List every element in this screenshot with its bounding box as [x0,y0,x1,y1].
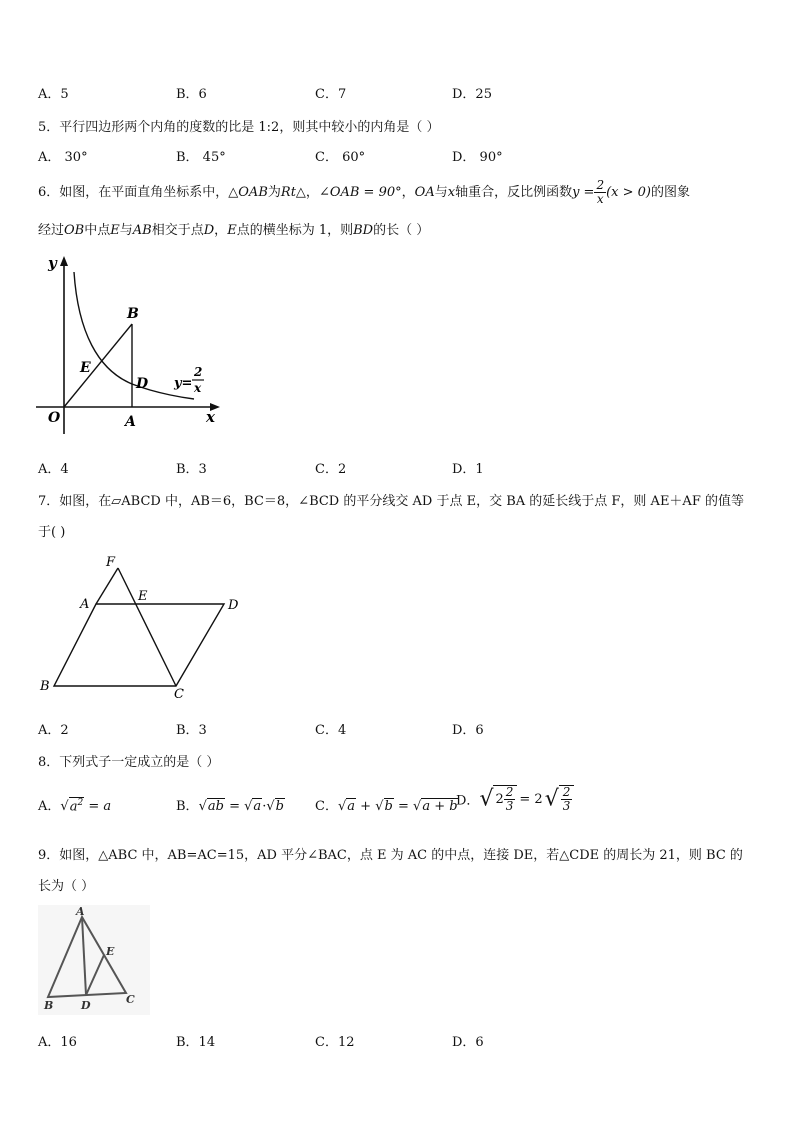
q8-d-num2: 2 [562,785,571,799]
q7-parallelogram [54,604,224,686]
q8-option-b [176,795,285,814]
q6-y-arrow [60,256,68,266]
q6-stem-line1 [38,179,690,206]
q6-ab: AB [132,223,152,238]
q8-c-rad2: b [384,799,393,814]
q8-d-whole: 2 [495,792,504,807]
q6-fig-x-label: x [206,408,215,426]
q7-figure [36,552,246,702]
q8-d-den: 3 [505,799,514,813]
q8-b-rad2: a [253,799,262,814]
q8-a-rhs: = a [88,799,112,814]
q8-c-eq: = [397,799,409,814]
q8-c-rad3: a + b [422,799,458,814]
q8-d-label: D． [456,793,480,809]
q8-b-label: B． [176,799,199,814]
q8-stem: 8．下列式子一定成立的是（ ） [38,755,220,770]
q6-e1: E [110,223,120,238]
q6-stem-line2 [38,219,429,238]
q6-e2: E [227,223,237,238]
q6-option-a: A．4 [38,462,69,477]
q6-l2c: 与 [119,223,133,238]
q8-a-rad: a [69,799,78,814]
q6-fig-curve-den: x [194,381,202,395]
q6-l2e: ， [214,223,228,238]
q6-comma2: ， [401,185,415,200]
q7-option-b: B．3 [176,723,207,738]
q7-option-c: C．4 [315,723,347,738]
q4-option-c: C．7 [315,87,347,102]
q6-frac-num: 2 [596,178,605,192]
q8-d-frac2 [561,786,573,813]
q8-b-eq: = [229,799,240,814]
q6-ob: OB [64,223,85,238]
q8-d-den2: 3 [562,799,571,813]
q8-b-dot: · [262,799,267,814]
q6-oa: OA [414,185,435,200]
q6-option-d: D．1 [452,462,484,477]
q7-fig-e: E [138,589,148,604]
q8-b-sqrt3: √ [266,799,275,814]
q8-b-sqrt2: √ [244,799,253,814]
q6-func-y: y = [572,185,595,200]
q8-b-rad3: b [275,799,284,814]
q6-option-c: C．2 [315,462,347,477]
q7-segment-af [96,568,118,604]
q6-fig-a-label: A [125,414,136,430]
q8-c-label: C． [315,799,338,814]
q4-option-a: A．5 [38,87,69,102]
q6-fig-curve-label: y= [174,376,193,391]
q7-fig-c: C [174,687,184,702]
q5-option-b: B． 45° [176,150,226,165]
q6-angle: ∠OAB = 90° [318,185,402,200]
q9-stem-line1: 9．如图，△ABC 中，AB=AC=15，AD 平分∠BAC，点 E 为 AC 的中点，连接 DE，若△CDE 的周长为 21，则 BC 的 [38,848,743,863]
q9-option-c: C．12 [315,1035,355,1050]
q7-stem-line2: 于( ) [38,525,66,540]
q9-option-b: B．14 [176,1035,216,1050]
q6-l2f: 点的横坐标为 1，则 [236,223,354,238]
q6-option-b: B．3 [176,462,207,477]
q9-option-d: D．6 [452,1035,484,1050]
q6-axis-text: 轴重合，反比例函数 [455,185,573,200]
q8-d-sqrt1: √ [479,786,494,812]
q5-option-a: A． 30° [38,150,88,165]
q6-comma1: ， [305,185,319,200]
q6-wei: 为 [267,185,281,200]
q6-fig-b-label: B [127,306,139,322]
q9-fig-a: A [76,905,85,918]
q7-option-a: A．2 [38,723,69,738]
q8-d-radicand1 [493,785,517,813]
q9-fig-e: E [106,945,115,958]
q8-option-c [315,795,459,814]
q6-triangle: △OAB [228,185,268,200]
q8-a-sqrt-sign: √ [60,799,69,814]
q8-b-sqrt1: √ [198,799,207,814]
q6-l2a: 经过 [38,223,65,238]
q7-stem-line1: 7．如图，在▱ABCD 中，AB＝6，BC＝8，∠BCD 的平分线交 AD 于点 E，交 BA 的延长线于点 F，则 AE＋AF 的值等 [38,494,744,509]
q6-frac-den: x [596,192,604,206]
q8-option-a [38,795,111,814]
q4-option-d: D．25 [452,87,492,102]
q8-b-rad1: ab [207,799,224,814]
q6-l2d: 相交于点 [151,223,204,238]
q5-option-c: C． 60° [315,150,366,165]
q5-stem: 5．平行四边形两个内角的度数的比是 1:2，则其中较小的内角是（ ） [38,120,440,135]
q8-option-d [456,785,574,813]
q6-prefix: 6．如图，在平面直角坐标系中， [38,185,229,200]
q8-d-frac1 [504,786,516,813]
q6-fig-o-label: O [48,410,61,426]
q8-d-sqrt2: √ [544,786,559,812]
q6-condition: (x > 0) [606,185,651,200]
q8-a-radicand [69,797,85,814]
q8-d-eq: = 2 [519,791,543,807]
q6-l2b: 中点 [84,223,111,238]
q9-stem-line2: 长为（ ） [38,879,95,894]
q9-option-a: A．16 [38,1035,77,1050]
q5-option-d: D． 90° [452,150,503,165]
q9-fig-c: C [126,993,135,1006]
q8-d-radicand2 [559,785,575,813]
q9-fig-d: D [81,999,91,1012]
q6-fig-e-label: E [80,360,91,376]
q8-c-sqrt2: √ [375,799,384,814]
q8-c-sqrt3: √ [413,799,422,814]
q6-bd: BD [353,223,374,238]
q7-fig-a: A [80,597,90,612]
q8-a-label: A． [38,799,61,814]
q6-l2g: 的长（ ） [373,223,430,238]
q6-fig-curve-num: 2 [194,365,203,379]
q8-d-num: 2 [505,785,514,799]
q7-fig-f: F [106,555,116,570]
q7-fig-b: B [40,679,50,694]
q7-fig-d: D [228,598,239,613]
q9-fig-b: B [44,999,54,1012]
q7-segment-fc [118,568,176,686]
q7-option-d: D．6 [452,723,484,738]
q6-fig-y-label: y [48,254,57,272]
q6-d1: D [203,223,215,238]
q8-c-plus: + [360,799,372,814]
q8-c-rad1: a [347,799,356,814]
q6-figure [36,252,226,434]
q6-tail1: 的图象 [651,185,691,200]
q9-figure [38,905,150,1015]
q6-fraction [594,179,606,206]
q4-option-b: B．6 [176,87,207,102]
q8-a-exp: 2 [77,797,84,808]
q8-c-sqrt1: √ [337,799,347,814]
q6-fig-d-label: D [136,376,149,392]
q6-xvar: x [447,185,456,200]
q6-yu: 与 [434,185,448,200]
q6-segment-ob [64,324,132,407]
q6-rt: Rt△ [280,185,306,200]
